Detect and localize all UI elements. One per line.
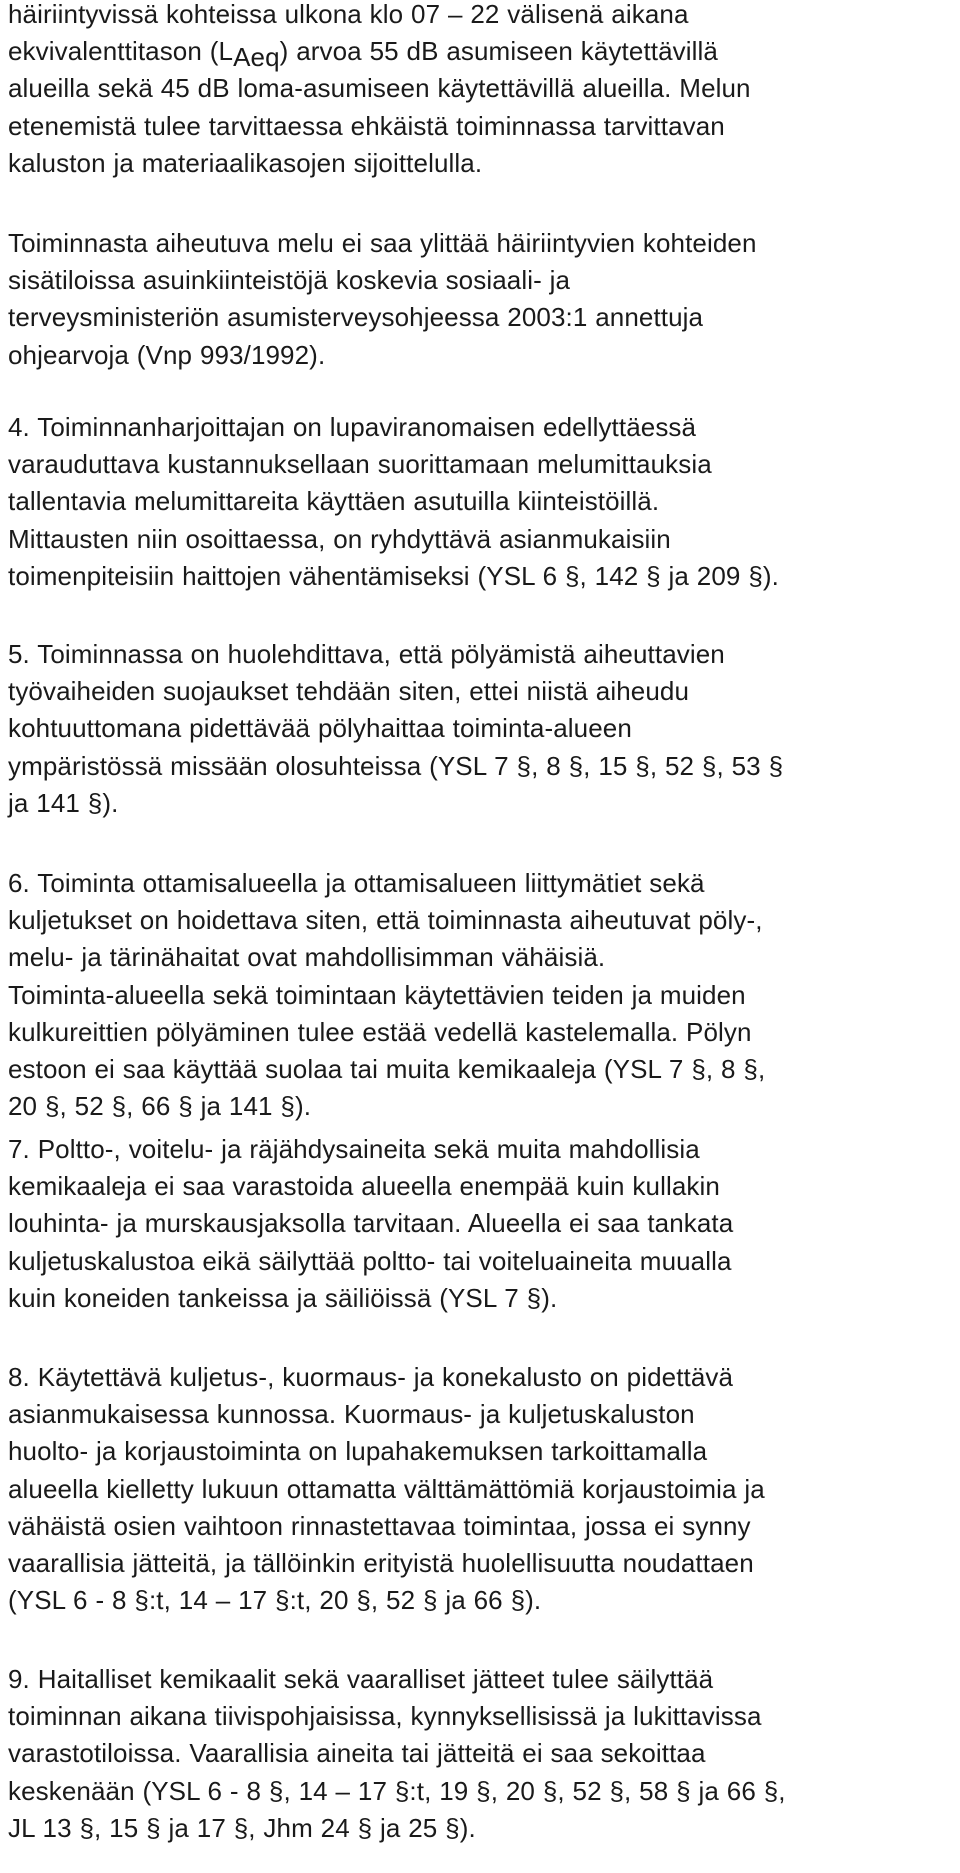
text-line: melu- ja tärinähaitat ovat mahdollisimman vähäisiä. [8, 942, 606, 973]
text-line: vähäistä osien vaihtoon rinnastettavaa toimintaa, jossa ei synny [8, 1510, 751, 1541]
text-line: ympäristössä missään olosuhteissa (YSL 7 §, 8 §, 15 §, 52 §, 53 § [8, 750, 784, 781]
text-line: kulkureittien pölyäminen tulee estää vedellä kastelemalla. Pölyn [8, 1016, 752, 1047]
text-line: terveysministeriön asumisterveysohjeessa 2003:1 annettuja [8, 302, 704, 333]
text-line: työvaiheiden suojaukset tehdään siten, ettei niistä aiheudu [8, 676, 690, 707]
paragraph-indoor-noise [8, 225, 757, 374]
text-line: kuin koneiden tankeissa ja säiliöissä (YSL 7 §). [8, 1282, 558, 1313]
text-line: 6. Toiminta ottamisalueella ja ottamisalueen liittymätiet sekä [8, 868, 705, 898]
text-line: ohjearvoja (Vnp 993/1992). [8, 339, 326, 370]
text-line: 4. Toiminnanharjoittajan on lupaviranomaisen edellyttäessä [8, 412, 697, 442]
text-line: kemikaaleja ei saa varastoida alueella enempää kuin kullakin [8, 1171, 720, 1202]
paragraph-item-8 [8, 1359, 765, 1619]
text-segment: ekvivalenttitason (L [8, 36, 234, 67]
text-line: alueilla sekä 45 dB loma-asumiseen käytettävillä alueilla. Melun [8, 73, 751, 104]
paragraph-item-6 [8, 865, 765, 1125]
text-line: häiriintyvissä kohteissa ulkona klo 07 – 22 välisenä aikana [8, 0, 689, 29]
text-line: etenemistä tulee tarvittaessa ehkäistä toiminnassa tarvittavan [8, 110, 725, 141]
text-line: keskenään (YSL 6 - 8 §, 14 – 17 §:t, 19 §, 20 §, 52 §, 58 § ja 66 §, [8, 1775, 786, 1806]
text-line: 8. Käytettävä kuljetus-, kuormaus- ja konekalusto on pidettävä [8, 1362, 734, 1392]
text-line: kaluston ja materiaalikasojen sijoittelulla. [8, 147, 483, 178]
text-line: varauduttava kustannuksellaan suorittamaan melumittauksia [8, 449, 712, 480]
paragraph-item-4 [8, 409, 779, 595]
paragraph-item-9 [8, 1661, 786, 1847]
text-line: asianmukaisessa kunnossa. Kuormaus- ja kuljetuskaluston [8, 1399, 695, 1430]
paragraph-item-7 [8, 1131, 733, 1317]
text-line-with-subscript [8, 33, 751, 73]
paragraph-item-5 [8, 636, 783, 822]
text-line: varastotiloissa. Vaarallisia aineita tai jätteitä ei saa sekoittaa [8, 1738, 706, 1769]
text-line: huolto- ja korjaustoiminta on lupahakemuksen tarkoittamalla [8, 1436, 708, 1467]
text-line: louhinta- ja murskausjaksolla tarvitaan. Alueella ei saa tankata [8, 1208, 734, 1239]
text-line: 7. Poltto-, voitelu- ja räjähdysaineita sekä muita mahdollisia [8, 1134, 700, 1164]
text-line: tallentavia melumittareita käyttäen asutuilla kiinteistöillä. [8, 486, 660, 517]
paragraph-noise-limits [8, 0, 751, 182]
text-line: (YSL 6 - 8 §:t, 14 – 17 §:t, 20 §, 52 § ja 66 §). [8, 1585, 542, 1616]
text-line: alueella kielletty lukuun ottamatta välttämättömiä korjaustoimia ja [8, 1473, 765, 1504]
text-line: Mittausten niin osoittaessa, on ryhdyttävä asianmukaisiin [8, 523, 671, 554]
text-line: ja 141 §). [8, 787, 119, 818]
text-line: toiminnan aikana tiivispohjaisissa, kynnyksellisissä ja lukittavissa [8, 1701, 762, 1732]
text-segment: ) arvoa 55 dB asumiseen käytettävillä [279, 36, 718, 67]
text-line: sisätiloissa asuinkiinteistöjä koskevia sosiaali- ja [8, 265, 571, 296]
text-line: 20 §, 52 §, 66 § ja 141 §). [8, 1091, 312, 1122]
text-line: kuljetukset on hoidettava siten, että toiminnasta aiheutuvat pöly-, [8, 905, 763, 936]
text-line: kohtuuttomana pidettävää pölyhaittaa toiminta-alueen [8, 713, 632, 744]
text-line: toimenpiteisiin haittojen vähentämiseksi (YSL 6 §, 142 § ja 209 §). [8, 560, 779, 591]
text-line: JL 13 §, 15 § ja 17 §, Jhm 24 § ja 25 §). [8, 1812, 476, 1843]
text-line: vaarallisia jätteitä, ja tällöinkin erityistä huolellisuutta noudattaen [8, 1548, 754, 1579]
text-line: estoon ei saa käyttää suolaa tai muita kemikaaleja (YSL 7 §, 8 §, [8, 1054, 766, 1085]
text-line: Toiminnasta aiheutuva melu ei saa ylittää häiriintyvien kohteiden [8, 228, 757, 258]
text-line: 9. Haitalliset kemikaalit sekä vaaralliset jätteet tulee säilyttää [8, 1664, 714, 1694]
text-line: Toiminta-alueella sekä toimintaan käytettävien teiden ja muiden [8, 979, 746, 1010]
text-line: kuljetuskalustoa eikä säilyttää poltto- tai voiteluaineita muualla [8, 1245, 732, 1276]
text-line: 5. Toiminnassa on huolehdittava, että pölyämistä aiheuttavien [8, 639, 725, 669]
subscript-aeq: Aeq [233, 42, 280, 73]
